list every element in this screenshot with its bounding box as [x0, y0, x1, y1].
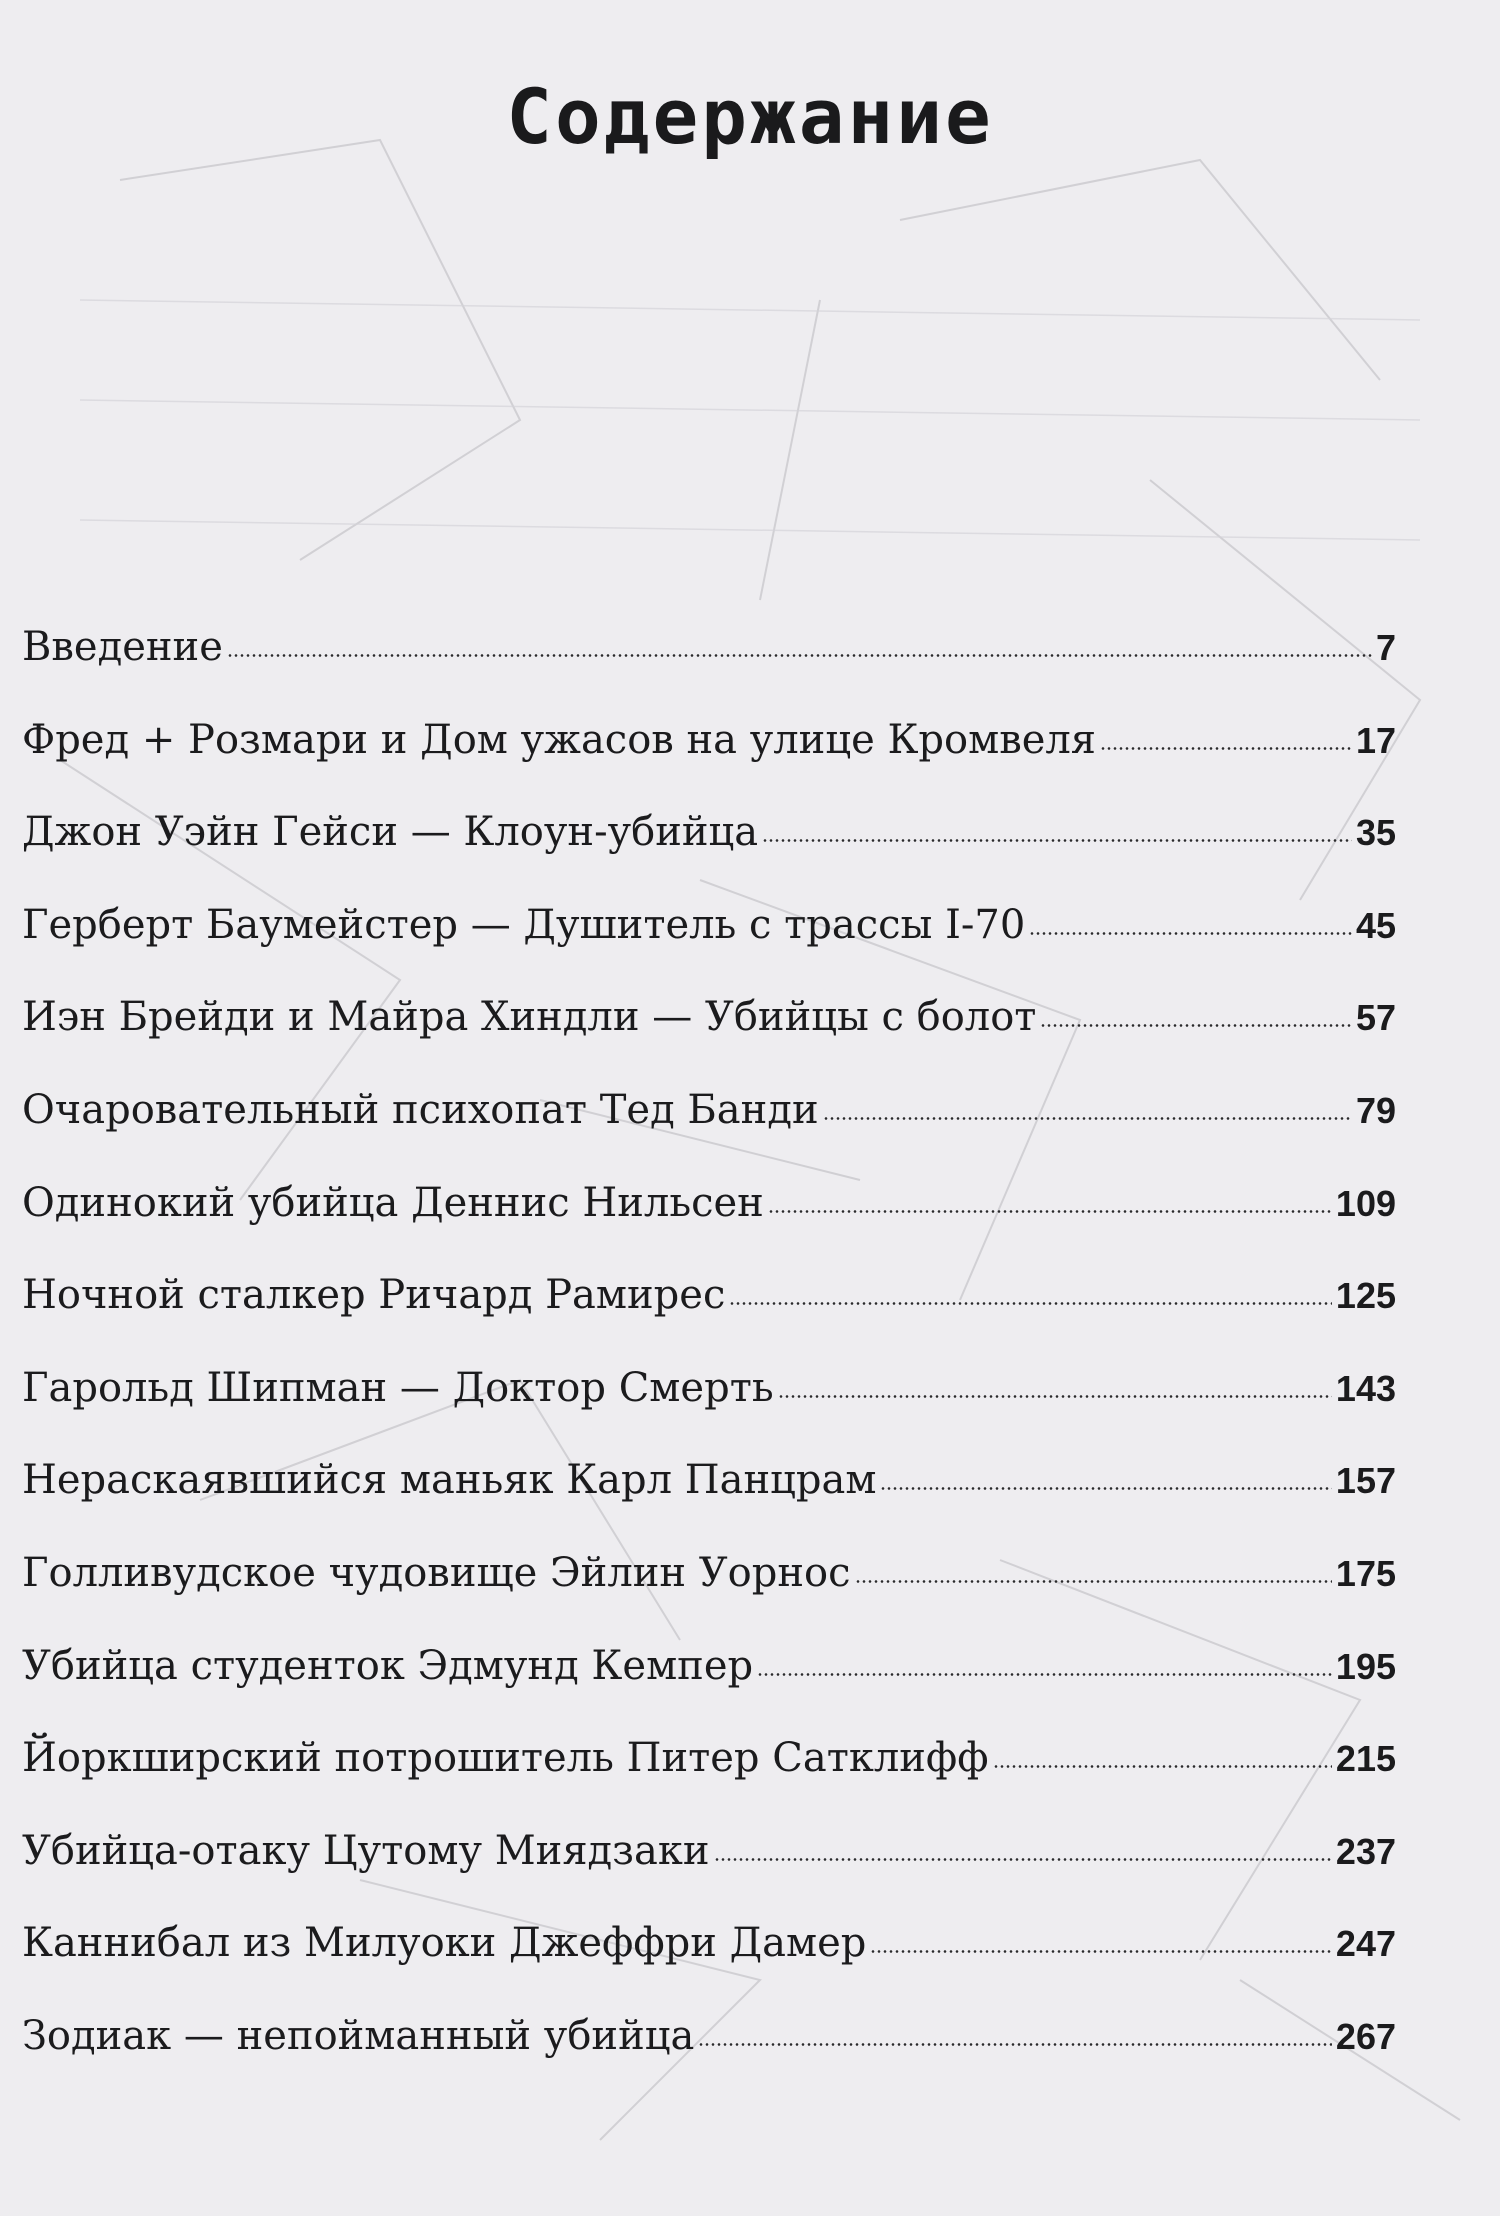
dot-leader — [698, 2043, 1332, 2046]
toc-entry — [22, 617, 1396, 710]
toc-entry-title: Йоркширский потрошитель Питер Сатклифф — [22, 1735, 989, 1782]
toc-page-number: 267 — [1335, 2015, 1396, 2057]
dot-leader — [993, 1765, 1332, 1768]
toc-page-number: 215 — [1335, 1738, 1396, 1780]
toc-entry-title: Голливудское чудовище Эйлин Уорнос — [22, 1549, 851, 1596]
toc-entry-title: Очаровательный психопат Тед Банди — [22, 1086, 819, 1133]
dot-leader — [762, 839, 1352, 842]
toc-entry-title: Иэн Брейди и Майра Хиндли — Убийцы с болот — [22, 994, 1037, 1041]
toc-entry-title: Герберт Баумейстер — Душитель с трассы I-70 — [22, 901, 1026, 948]
dot-leader — [714, 1858, 1332, 1861]
toc-entry-title: Джон Уэйн Гейси — Клоун-убийца — [22, 809, 759, 856]
dot-leader — [757, 1673, 1332, 1676]
dot-leader — [768, 1210, 1332, 1213]
dot-leader — [227, 654, 1372, 657]
dot-leader — [870, 1950, 1332, 1953]
toc-entry — [22, 895, 1396, 988]
toc-entry-title: Гарольд Шипман — Доктор Смерть — [22, 1364, 774, 1411]
toc-entry — [22, 710, 1396, 803]
toc-entry-title: Ночной сталкер Ричард Рамирес — [22, 1272, 726, 1319]
toc-entry-title: Введение — [22, 624, 223, 670]
table-of-contents — [22, 617, 1396, 2099]
toc-entry — [22, 1913, 1396, 2006]
toc-entry — [22, 1358, 1396, 1451]
toc-entry-title: Каннибал из Милуоки Джеффри Дамер — [22, 1920, 867, 1967]
toc-entry — [22, 1173, 1396, 1266]
dot-leader — [880, 1487, 1331, 1490]
dot-leader — [855, 1580, 1332, 1583]
toc-page-number: 125 — [1335, 1275, 1396, 1317]
toc-page-number: 57 — [1355, 997, 1396, 1039]
toc-page-number: 175 — [1335, 1552, 1396, 1594]
toc-page-number: 7 — [1375, 627, 1396, 668]
dot-leader — [823, 1117, 1352, 1120]
toc-page-number: 109 — [1335, 1182, 1396, 1224]
toc-entry-title: Зодиак — непойманный убийца — [22, 2012, 695, 2059]
toc-entry-title: Одинокий убийца Деннис Нильсен — [22, 1179, 764, 1226]
toc-page-number: 237 — [1335, 1830, 1396, 1872]
toc-entry-title: Нераскаявшийся маньяк Карл Панцрам — [22, 1457, 877, 1504]
toc-page-number: 45 — [1355, 904, 1396, 946]
toc-entry — [22, 802, 1396, 895]
toc-entry — [22, 1265, 1396, 1358]
dot-leader — [1029, 932, 1352, 935]
toc-page-number: 143 — [1335, 1367, 1396, 1409]
toc-entry — [22, 1080, 1396, 1173]
toc-entry — [22, 1821, 1396, 1914]
toc-entry — [22, 987, 1396, 1080]
toc-page-number: 195 — [1335, 1645, 1396, 1687]
dot-leader — [1100, 747, 1352, 750]
toc-entry — [22, 2006, 1396, 2099]
page-title: Содержание — [506, 72, 994, 161]
toc-entry-title: Убийца студенток Эдмунд Кемпер — [22, 1642, 754, 1689]
toc-entry — [22, 1636, 1396, 1729]
toc-page-number: 35 — [1355, 812, 1396, 854]
toc-entry — [22, 1450, 1396, 1543]
toc-entry — [22, 1728, 1396, 1821]
toc-entry — [22, 1543, 1396, 1636]
toc-page-number: 79 — [1355, 1089, 1396, 1131]
toc-entry-title: Убийца-отаку Цутому Миядзаки — [22, 1827, 710, 1874]
dot-leader — [778, 1395, 1332, 1398]
toc-page-number: 17 — [1355, 719, 1396, 761]
dot-leader — [1040, 1024, 1352, 1027]
toc-page-number: 247 — [1335, 1923, 1396, 1965]
dot-leader — [729, 1302, 1332, 1305]
toc-entry-title: Фред + Розмари и Дом ужасов на улице Кромвеля — [22, 716, 1097, 763]
toc-page-number: 157 — [1335, 1460, 1396, 1502]
